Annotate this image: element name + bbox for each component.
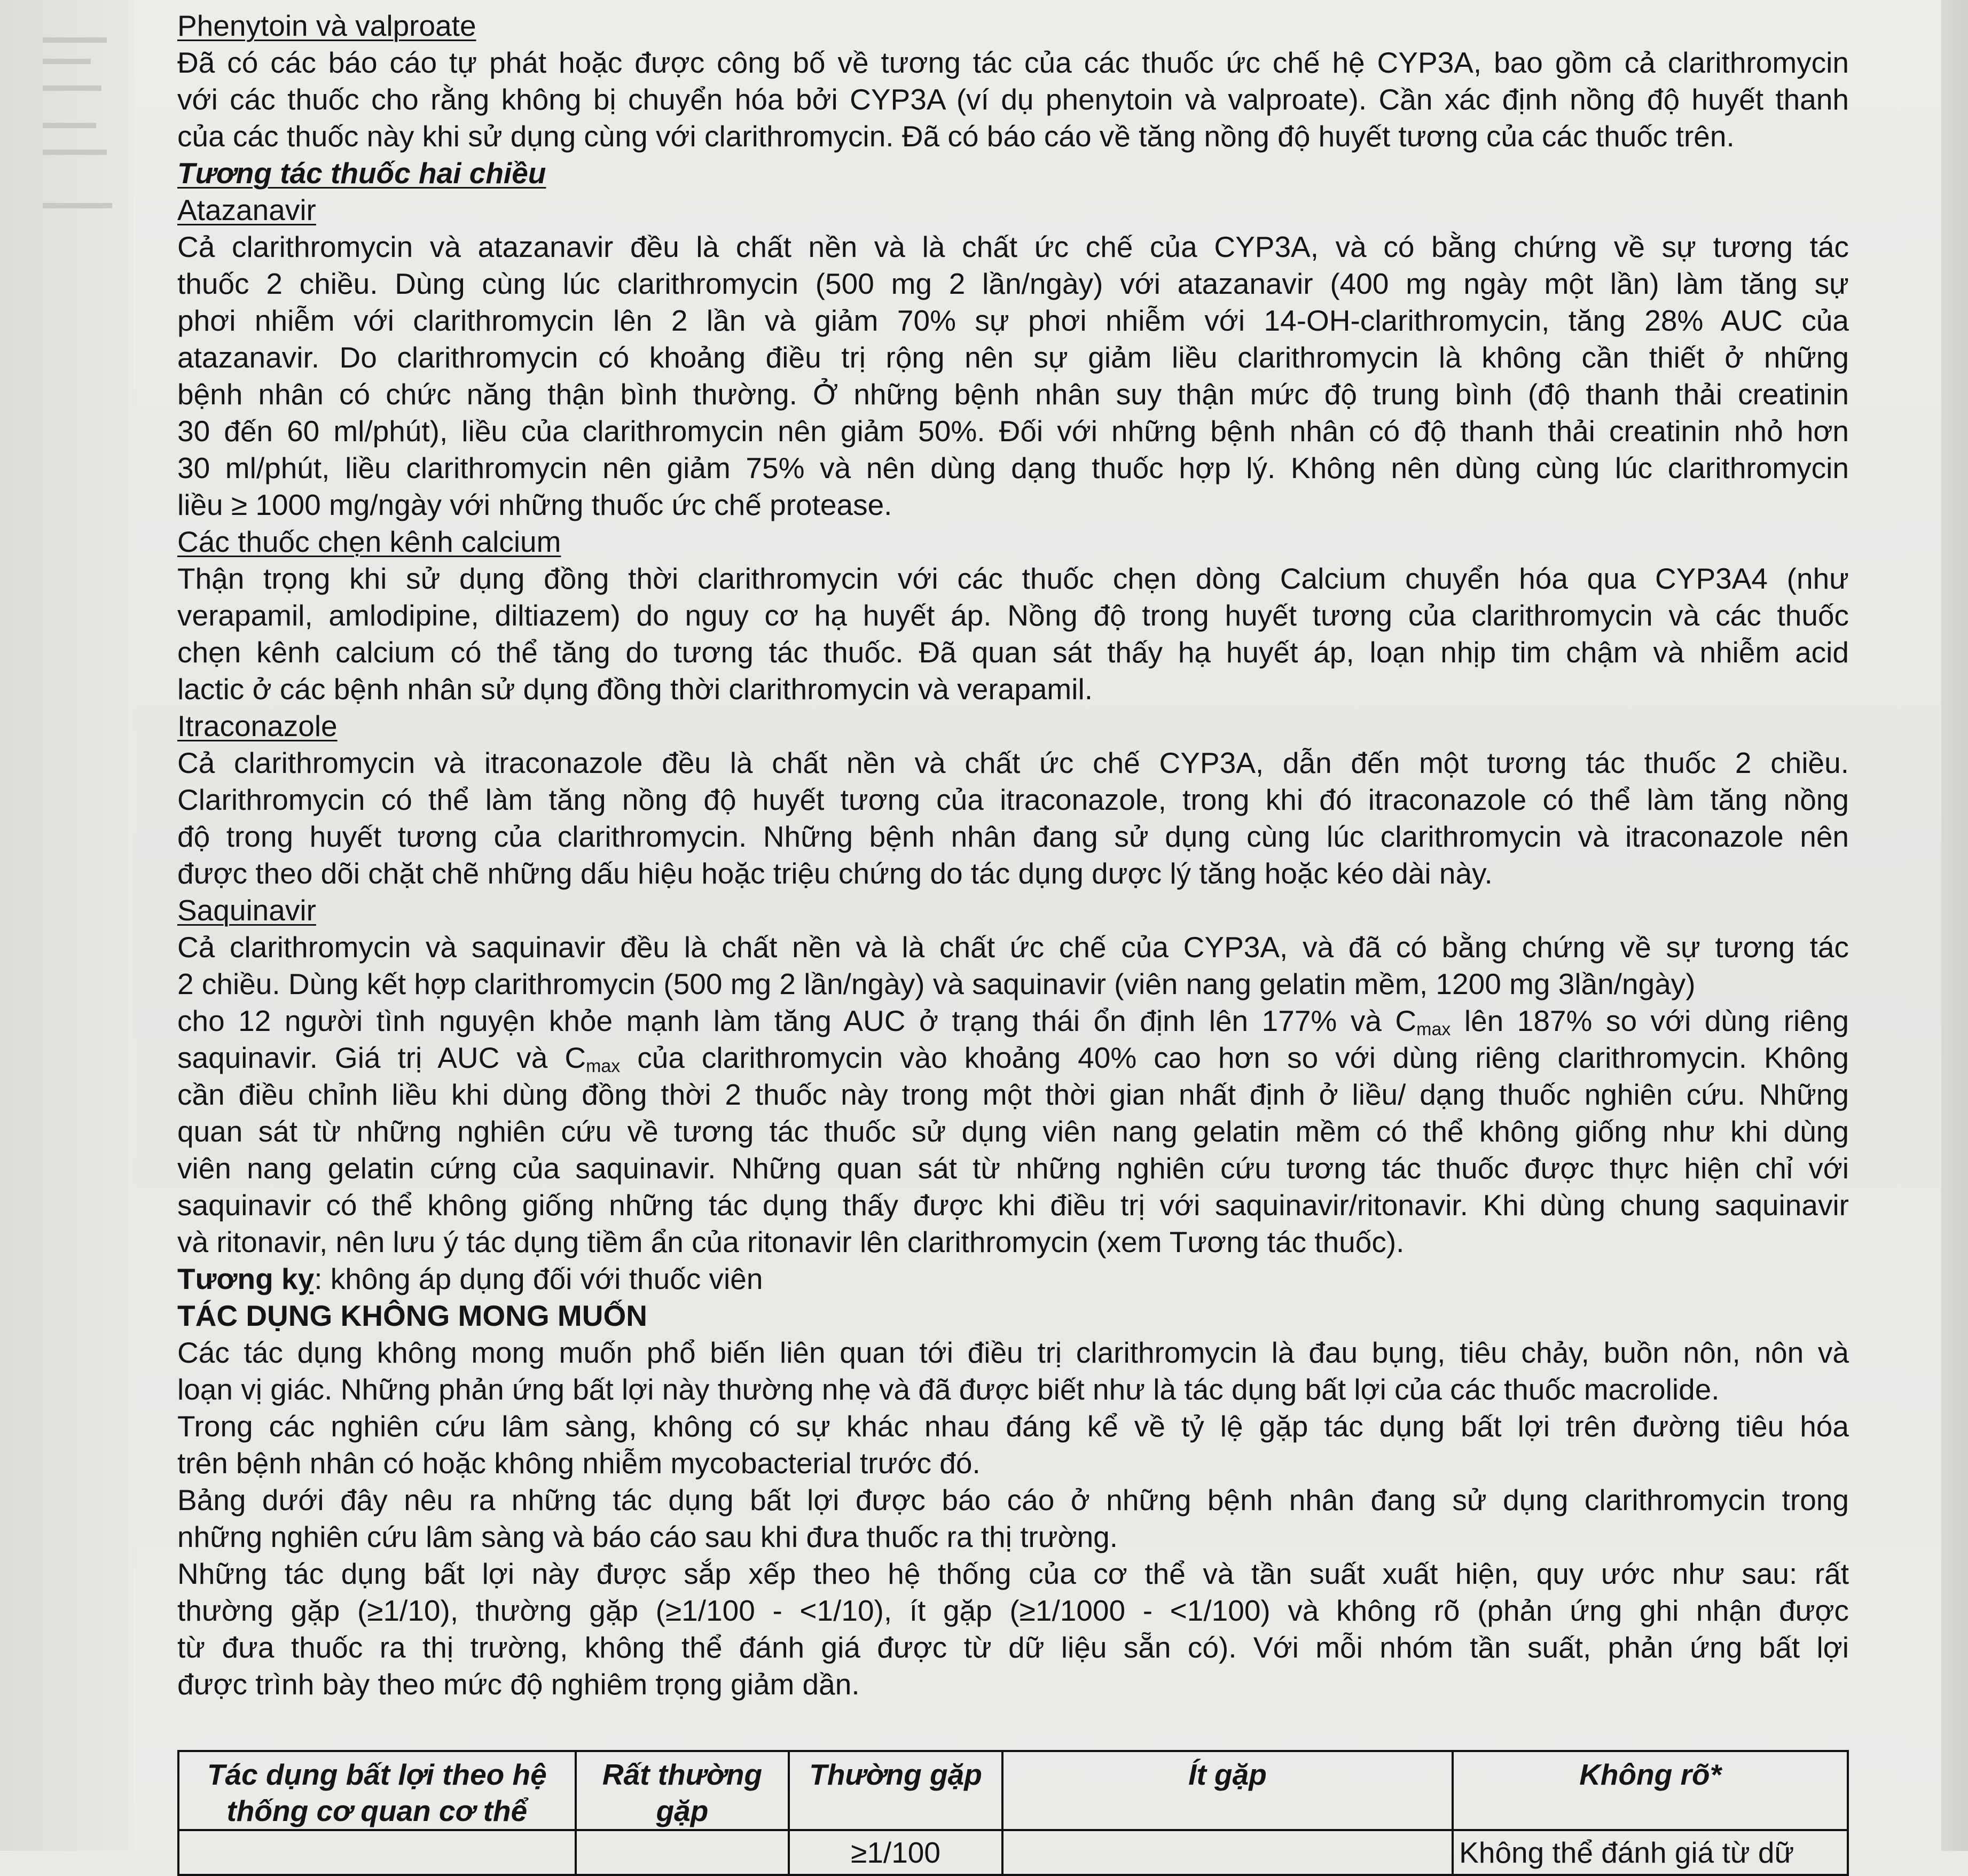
saquinavir-line: quan sát từ những nghiên cứu về tương tác thuốc sử dụng viên nang gelatin mềm có thể không giống như khi dùng bbox=[177, 1115, 1849, 1148]
paragraph-line: Cả clarithromycin và saquinavir đều là chất nền và là chất ức chế của CYP3A, và đã có bằng chứng về sự tương tác bbox=[177, 931, 1849, 964]
table-cell: ≥1/100 bbox=[789, 1830, 1002, 1875]
paragraph-line: Đã có các báo cáo tự phát hoặc được công bố về tương tác của các thuốc ức chế hệ CYP3A, bao gồm cả clarithromycin bbox=[177, 46, 1849, 79]
paragraph-line: bệnh nhân có chức năng thận bình thường. Ở những bệnh nhân suy thận mức độ trung bình (độ thanh thải creatinin bbox=[177, 378, 1849, 411]
paragraph-line: Clarithromycin có thể làm tăng nồng độ huyết tương của itraconazole, trong khi đó itraconazole có thể làm tăng nồng bbox=[177, 783, 1849, 816]
saquinavir-line: cần điều chỉnh liều khi dùng đồng thời 2 thuốc này trong một thời gian nhất định ở liều/ dạng thuốc nghiên cứu. Những bbox=[177, 1078, 1849, 1111]
paragraph-line: verapamil, amlodipine, diltiazem) do nguy cơ hạ huyết áp. Nồng độ trong huyết tương của clarithromycin và các thuốc bbox=[177, 599, 1849, 632]
paragraph-line: 30 ml/phút, liều clarithromycin nên giảm 75% và nên dùng dạng thuốc hợp lý. Không nên dùng cùng lúc clarithromycin bbox=[177, 451, 1849, 484]
table-header-row bbox=[178, 1751, 1848, 1830]
paragraph-line: liều ≥ 1000 mg/ngày với những thuốc ức chế protease. bbox=[177, 488, 892, 521]
table-row bbox=[178, 1830, 1848, 1875]
table-header-cell: Ít gặp bbox=[1002, 1751, 1453, 1830]
tuong-ky-label: Tương kỵ bbox=[177, 1262, 315, 1295]
paragraph-line: độ trong huyết tương của clarithromycin. Những bệnh nhân đang sử dụng cùng lúc clarithromycin và itraconazole nên bbox=[177, 820, 1849, 853]
paragraph-line: với các thuốc cho rằng không bị chuyển hóa bởi CYP3A (ví dụ phenytoin và valproate). Cần xác định nồng độ huyết thanh bbox=[177, 83, 1849, 116]
paragraph-line: thuốc 2 chiều. Dùng cùng lúc clarithromycin (500 mg 2 lần/ngày) với atazanavir (400 mg ngày một lần) làm tăng sự bbox=[177, 267, 1849, 300]
adverse-p4-line: từ đưa thuốc ra thị trường, không thể đánh giá được từ dữ liệu sẵn có). Với mỗi nhóm tần suất, phản ứng bất lợi bbox=[177, 1631, 1849, 1664]
drug-subheading: Các thuốc chẹn kênh calcium bbox=[177, 525, 561, 558]
table-header-cell: Thường gặp bbox=[789, 1751, 1002, 1830]
drug-subheading: Itraconazole bbox=[177, 709, 338, 742]
paragraph-line: chẹn kênh calcium có thể tăng do tương tác thuốc. Đã quan sát thấy hạ huyết áp, loạn nhịp tim chậm và nhiễm acid bbox=[177, 636, 1849, 669]
saquinavir-line: viên nang gelatin cứng của saquinavir. Những quan sát từ những nghiên cứu tương tác thuốc được thực hiện chỉ với bbox=[177, 1152, 1849, 1185]
adverse-effects-heading: TÁC DỤNG KHÔNG MONG MUỐN bbox=[177, 1299, 647, 1332]
adverse-p1-line: loạn vị giác. Những phản ứng bất lợi này thường nhẹ và đã được biết như là tác dụng bất lợi của các thuốc macrolide. bbox=[177, 1373, 1720, 1406]
margin-mark bbox=[43, 59, 91, 64]
paragraph-line: Thận trọng khi sử dụng đồng thời clarithromycin với các thuốc chẹn dòng Calcium chuyển hóa qua CYP3A4 (như bbox=[177, 562, 1849, 595]
adverse-p4-line: được trình bày theo mức độ nghiêm trọng giảm dần. bbox=[177, 1668, 860, 1701]
adverse-p3-line: Bảng dưới đây nêu ra những tác dụng bất lợi được báo cáo ở những bệnh nhân đang sử dụng clarithromycin trong bbox=[177, 1483, 1849, 1517]
saquinavir-line: saquinavir có thể không giống những tác dụng thấy được khi điều trị với saquinavir/ritonavir. Khi dùng chung saquinavir bbox=[177, 1189, 1849, 1222]
table-header-cell: Tác dụng bất lợi theo hệ thống cơ quan cơ thể bbox=[178, 1751, 576, 1830]
margin-mark bbox=[43, 37, 107, 43]
paragraph-line: Cả clarithromycin và atazanavir đều là chất nền và là chất ức chế của CYP3A, và có bằng chứng về sự tương tác bbox=[177, 230, 1849, 263]
right-page-edge bbox=[1941, 0, 1968, 1851]
cmax-line-2: saquinavir. Giá trị AUC và $C_{max}$ của clarithromycin vào khoảng 40% cao hơn so với dùng riêng clarithromycin. Không bbox=[177, 1041, 1849, 1076]
paragraph-line: atazanavir. Do clarithromycin có khoảng điều trị rộng nên sự giảm liều clarithromycin là không cần thiết ở những bbox=[177, 341, 1849, 374]
paragraph-line: phơi nhiễm với clarithromycin lên 2 lần và giảm 70% sự phơi nhiễm với 14-OH-clarithromycin, tăng 28% AUC của bbox=[177, 304, 1849, 337]
paragraph-line: 30 đến 60 ml/phút), liều của clarithromycin nên giảm 50%. Đối với những bệnh nhân có độ thanh thải creatinin nhỏ hơn bbox=[177, 415, 1849, 448]
document-body bbox=[177, 7, 1849, 1703]
drug-subheading: Phenytoin và valproate bbox=[177, 9, 476, 42]
tuong-ky-text: : không áp dụng đối với thuốc viên bbox=[314, 1262, 763, 1295]
drug-subheading: Atazanavir bbox=[177, 193, 316, 226]
margin-mark bbox=[43, 150, 107, 155]
adverse-effects-table bbox=[177, 1750, 1849, 1876]
table-cell bbox=[576, 1830, 789, 1875]
table-header-cell: Rất thường gặp bbox=[576, 1751, 789, 1830]
margin-mark bbox=[43, 85, 101, 91]
paragraph-line: được theo dõi chặt chẽ những dấu hiệu hoặc triệu chứng do tác dụng dược lý tăng hoặc kéo dài này. bbox=[177, 857, 1493, 890]
paragraph-line: của các thuốc này khi sử dụng cùng với clarithromycin. Đã có báo cáo về tăng nồng độ huyết tương của các thuốc trên. bbox=[177, 120, 1735, 153]
paragraphs bbox=[177, 7, 1849, 1003]
adverse-p4-line: Những tác dụng bất lợi này được sắp xếp theo hệ thống của cơ thể và tần suất xuất hiện, quy ước như sau: rất bbox=[177, 1557, 1849, 1590]
left-margin-strip bbox=[0, 0, 134, 1851]
paragraph-line: Cả clarithromycin và itraconazole đều là chất nền và chất ức chế CYP3A, dẫn đến một tương tác thuốc 2 chiều. bbox=[177, 746, 1849, 779]
tuong-ky-line bbox=[177, 1261, 1849, 1297]
adverse-p3-line: những nghiên cứu lâm sàng và báo cáo sau khi đưa thuốc ra thị trường. bbox=[177, 1520, 1118, 1553]
table-cell bbox=[178, 1830, 576, 1875]
adverse-p1-line: Các tác dụng không mong muốn phổ biến liên quan tới điều trị clarithromycin là đau bụng, tiêu chảy, buồn nôn, nôn và bbox=[177, 1336, 1849, 1369]
adverse-p4-line: thường gặp (≥1/10), thường gặp (≥1/100 - <1/10), ít gặp (≥1/1000 - <1/100) và không rõ (phản ứng ghi nhận được bbox=[177, 1594, 1849, 1627]
drug-subheading: Saquinavir bbox=[177, 894, 316, 927]
table-cell: Không thể đánh giá từ dữ bbox=[1453, 1830, 1848, 1875]
saquinavir-line: và ritonavir, nên lưu ý tác dụng tiềm ẩn của ritonavir lên clarithromycin (xem Tương tác thuốc). bbox=[177, 1225, 1405, 1259]
paragraph-line: 2 chiều. Dùng kết hợp clarithromycin (500 mg 2 lần/ngày) và saquinavir (viên nang gelatin mềm, 1200 mg 3lần/ngày) bbox=[177, 967, 1696, 1000]
adverse-p2-line: trên bệnh nhân có hoặc không nhiễm mycobacterial trước đó. bbox=[177, 1447, 981, 1480]
adverse-p2-line: Trong các nghiên cứu lâm sàng, không có sự khác nhau đáng kể về tỷ lệ gặp tác dụng bất lợi trên đường tiêu hóa bbox=[177, 1410, 1849, 1443]
table-header-cell: Không rõ* bbox=[1453, 1751, 1848, 1830]
paragraph-line: lactic ở các bệnh nhân sử dụng đồng thời clarithromycin và verapamil. bbox=[177, 673, 1093, 706]
margin-mark bbox=[43, 203, 112, 208]
section-subheading: Tương tác thuốc hai chiều bbox=[177, 157, 546, 190]
table-cell bbox=[1002, 1830, 1453, 1875]
cmax-line-1: cho 12 người tình nguyện khỏe mạnh làm tăng AUC ở trạng thái ổn định lên 177% và $C_{max}$ lên 187% so với dùng riêng bbox=[177, 1004, 1849, 1039]
margin-mark bbox=[43, 123, 96, 128]
